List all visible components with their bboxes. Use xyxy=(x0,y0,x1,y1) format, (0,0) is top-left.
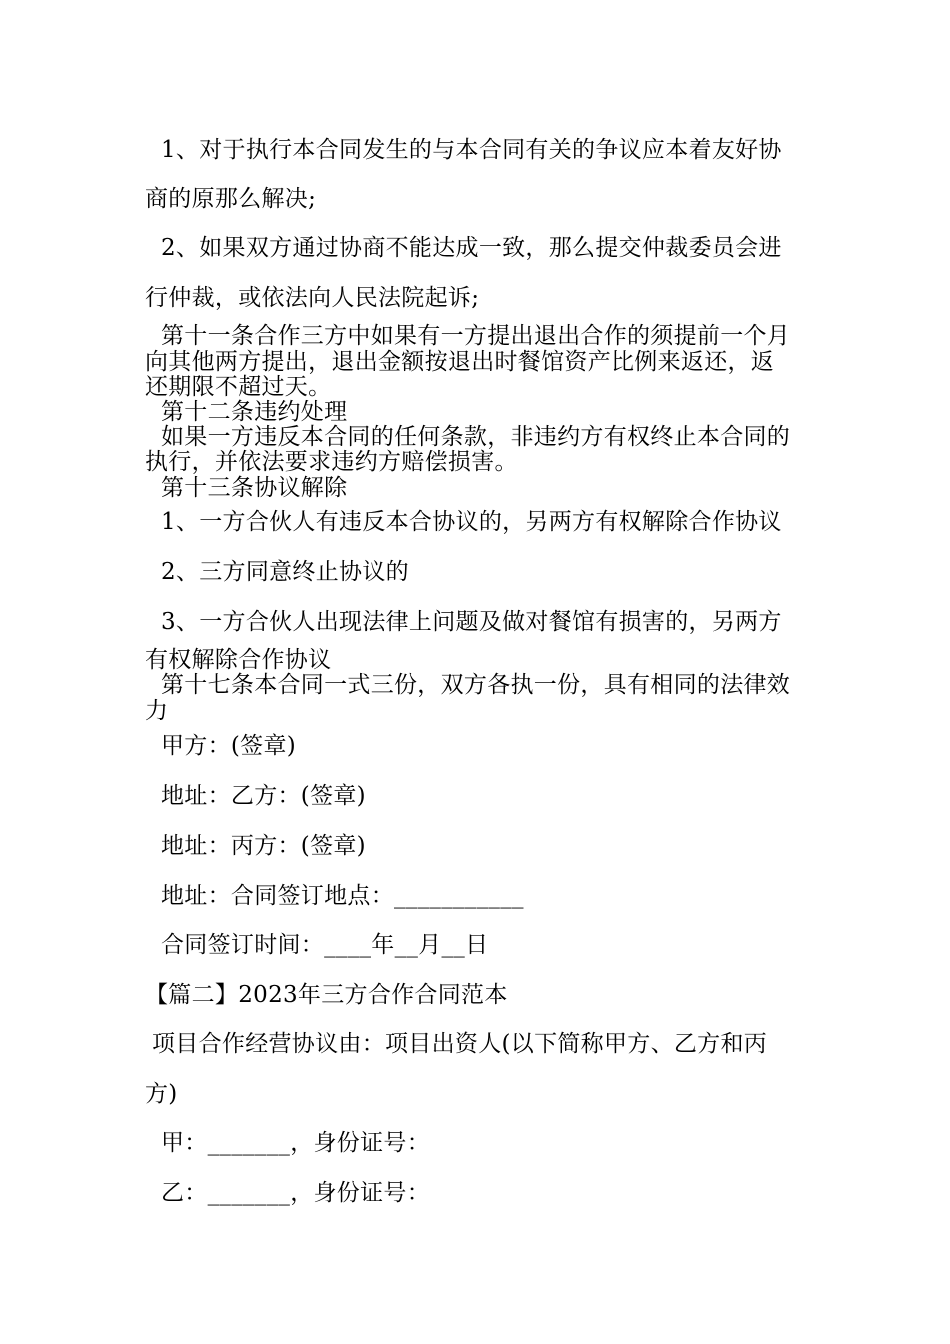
signature-line: 地址：合同签订地点：___________ xyxy=(161,883,524,909)
section-title: 【篇二】2023年三方合作合同范本 xyxy=(145,982,508,1008)
text-line: 商的原那么解决; xyxy=(145,186,317,212)
signature-line: 地址：丙方：(签章) xyxy=(161,833,366,859)
text-line: 2、三方同意终止协议的 xyxy=(161,559,409,585)
text-line: 3、一方合伙人出现法律上问题及做对餐馆有损害的，另两方 xyxy=(161,609,782,635)
signature-line: 地址：乙方：(签章) xyxy=(161,783,366,809)
text-line: 第十七条本合同一式三份，双方各执一份，具有相同的法律效 xyxy=(161,672,791,698)
text-line: 项目合作经营协议由：项目出资人(以下简称甲方、乙方和丙 xyxy=(152,1031,768,1057)
text-line: 1、对于执行本合同发生的与本合同有关的争议应本着友好协 xyxy=(161,137,782,163)
text-line: 1、一方合伙人有违反本合协议的，另两方有权解除合作协议 xyxy=(161,509,782,535)
text-line: 乙：_______，身份证号： xyxy=(161,1180,430,1206)
section-heading: 第十三条协议解除 xyxy=(161,475,348,501)
signature-line: 合同签订时间：____年__月__日 xyxy=(161,932,489,958)
text-line: 第十一条合作三方中如果有一方提出退出合作的须提前一个月 xyxy=(161,323,791,349)
text-line: 行仲裁，或依法向人民法院起诉; xyxy=(145,285,480,311)
text-line: 有权解除合作协议 xyxy=(145,647,332,673)
signature-line: 甲方：(签章) xyxy=(161,733,297,759)
text-line: 甲：_______，身份证号： xyxy=(161,1130,430,1156)
text-line: 力 xyxy=(145,698,169,724)
text-line: 2、如果双方通过协商不能达成一致，那么提交仲裁委员会进 xyxy=(161,235,782,261)
text-line: 向其他两方提出，退出金额按退出时餐馆资产比例来返还，返 xyxy=(145,349,775,375)
text-line: 如果一方违反本合同的任何条款，非违约方有权终止本合同的 xyxy=(161,424,791,450)
section-heading: 第十二条违约处理 xyxy=(161,399,348,425)
text-line: 执行，并依法要求违约方赔偿损害。 xyxy=(145,449,518,475)
text-line: 还期限不超过天。 xyxy=(145,374,332,400)
text-line: 方) xyxy=(145,1081,178,1107)
